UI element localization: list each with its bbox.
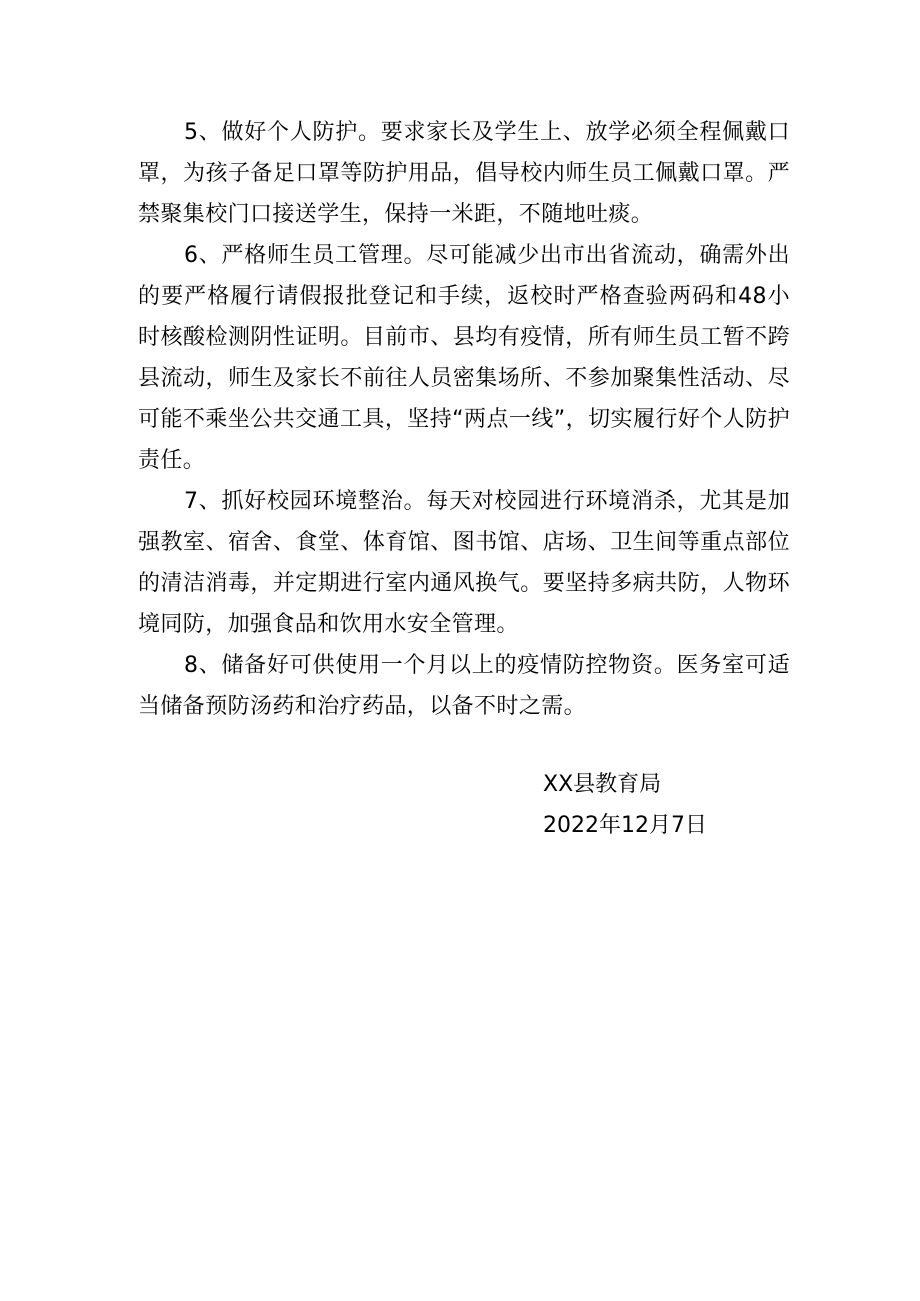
issuer-name: XX县教育局 (543, 772, 662, 797)
issue-date: 2022年12月7日 (543, 813, 707, 838)
paragraph-item-5: 5、做好个人防护。要求家长及学生上、放学必须全程佩戴口罩，为孩子备足口罩等防护用品，倡导校内师生员工佩戴口罩。严禁聚集校门口接送学生，保持一米距，不随地吐痰。 (138, 120, 790, 227)
document-body (138, 112, 790, 727)
paragraph-item-8: 8、储备好可供使用一个月以上的疫情防控物资。医务室可适当储备预防汤药和治疗药品，以备不时之需。 (138, 653, 790, 719)
paragraph-item-7: 7、抓好校园环境整治。每天对校园进行环境消杀，尤其是加强教室、宿舍、食堂、体育馆、图书馆、店场、卫生间等重点部位的清洁消毒，并定期进行室内通风换气。要坚持多病共防，人物环境同防，加强食品和饮用水安全管理。 (138, 489, 790, 637)
signature-block (543, 764, 803, 846)
paragraph-item-6: 6、严格师生员工管理。尽可能减少出市出省流动，确需外出的要严格履行请假报批登记和手续，返校时严格查验两码和48小时核酸检测阴性证明。目前市、县均有疫情，所有师生员工暂不跨县流动，师生及家长不前往人员密集场所、不参加聚集性活动、尽可能不乘坐公共交通工具，坚持“两点一线”，切实履行好个人防护责任。 (138, 243, 790, 473)
